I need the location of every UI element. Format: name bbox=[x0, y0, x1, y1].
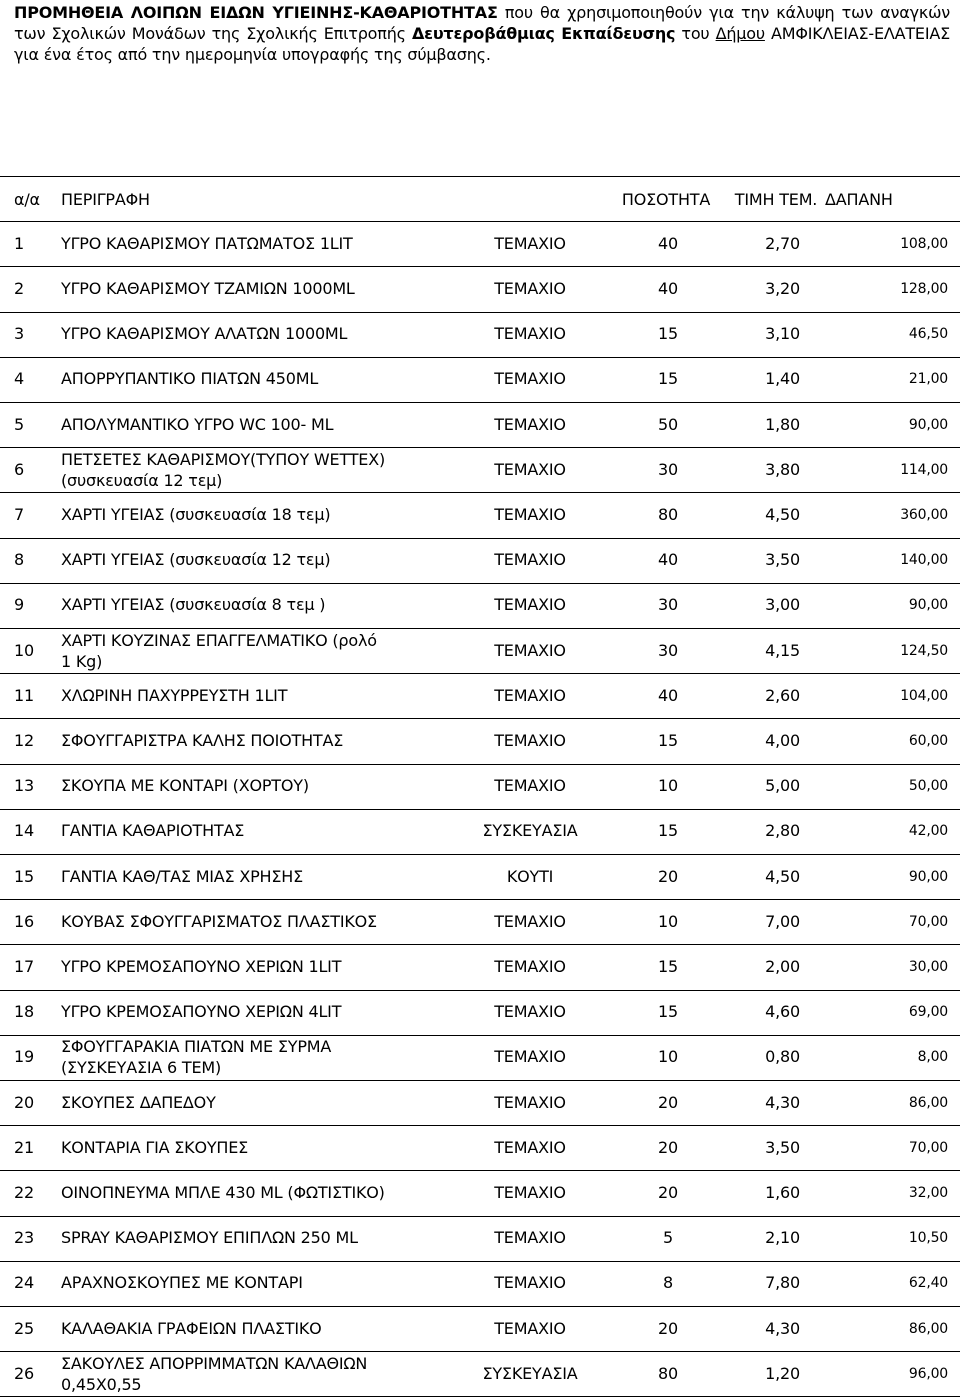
row-quantity: 8 bbox=[663, 1273, 673, 1292]
row-number: 5 bbox=[14, 415, 24, 434]
row-cost: 60,00 bbox=[908, 733, 948, 749]
row-description: ΚΟΥΒΑΣ ΣΦΟΥΓΓΑΡΙΣΜΑΤΟΣ ΠΛΑΣΤΙΚΟΣ bbox=[61, 912, 377, 931]
row-unit: ΤΕΜΑΧΙΟ bbox=[494, 415, 566, 434]
row-unit-price: 4,15 bbox=[765, 641, 800, 660]
row-quantity: 20 bbox=[658, 1183, 678, 1202]
row-unit-price: 3,50 bbox=[765, 1138, 800, 1157]
row-quantity: 10 bbox=[658, 1047, 678, 1066]
row-unit-price: 5,00 bbox=[765, 776, 800, 795]
row-unit: ΤΕΜΑΧΙΟ bbox=[494, 1138, 566, 1157]
row-divider bbox=[0, 312, 960, 313]
row-description: ΟΙΝΟΠΝΕΥΜΑ ΜΠΛΕ 430 ML (ΦΩΤΙΣΤΙΚΟ) bbox=[61, 1183, 385, 1202]
row-description: ΧΑΡΤΙ ΚΟΥΖΙΝΑΣ ΕΠΑΓΓΕΛΜΑΤΙΚΟ (ρολό 1 Kg) bbox=[61, 631, 377, 671]
row-unit: ΤΕΜΑΧΙΟ bbox=[494, 1228, 566, 1247]
row-number: 13 bbox=[14, 776, 34, 795]
row-cost: 10,50 bbox=[908, 1230, 948, 1246]
row-unit-price: 3,80 bbox=[765, 460, 800, 479]
row-quantity: 15 bbox=[658, 369, 678, 388]
row-description: ΥΓΡΟ ΚΑΘΑΡΙΣΜΟΥ ΤΖΑΜΙΩΝ 1000ML bbox=[61, 279, 355, 298]
intro-school-level: Δευτεροβάθμιας Εκπαίδευσης bbox=[411, 24, 676, 43]
row-divider bbox=[0, 538, 960, 539]
row-number: 1 bbox=[14, 234, 24, 253]
row-unit: ΣΥΣΚΕΥΑΣΙΑ bbox=[482, 1364, 578, 1383]
row-number: 23 bbox=[14, 1228, 34, 1247]
row-cost: 70,00 bbox=[908, 1140, 948, 1156]
row-divider bbox=[0, 583, 960, 584]
row-number: 14 bbox=[14, 821, 34, 840]
row-cost: 30,00 bbox=[908, 959, 948, 975]
row-unit: ΤΕΜΑΧΙΟ bbox=[494, 776, 566, 795]
row-divider bbox=[0, 447, 960, 448]
row-description: ΑΠΟΛΥΜΑΝΤΙΚΟ ΥΓΡΟ WC 100- ML bbox=[61, 415, 334, 434]
row-quantity: 30 bbox=[658, 460, 678, 479]
row-unit-price: 1,20 bbox=[765, 1364, 800, 1383]
row-quantity: 20 bbox=[658, 1319, 678, 1338]
row-number: 18 bbox=[14, 1002, 34, 1021]
row-number: 19 bbox=[14, 1047, 34, 1066]
row-unit-price: 2,10 bbox=[765, 1228, 800, 1247]
header-quantity: ΠΟΣΟΤΗΤΑ bbox=[621, 190, 711, 209]
row-cost: 70,00 bbox=[908, 914, 948, 930]
row-quantity: 15 bbox=[658, 1002, 678, 1021]
row-unit-price: 3,00 bbox=[765, 595, 800, 614]
row-quantity: 15 bbox=[658, 731, 678, 750]
intro-municipality-label: Δήμου bbox=[715, 24, 765, 43]
row-description: ΧΛΩΡΙΝΗ ΠΑΧΥΡΡΕΥΣΤΗ 1LIT bbox=[61, 686, 288, 705]
row-cost: 124,50 bbox=[900, 643, 948, 659]
row-description: ΣΦΟΥΓΓΑΡΑΚΙΑ ΠΙΑΤΩΝ ΜΕ ΣΥΡΜΑ (ΣΥΣΚΕΥΑΣΙΑ 6 ΤΕΜ) bbox=[61, 1037, 332, 1077]
row-cost: 69,00 bbox=[908, 1004, 948, 1020]
row-unit-price: 7,00 bbox=[765, 912, 800, 931]
row-quantity: 20 bbox=[658, 1138, 678, 1157]
row-quantity: 80 bbox=[658, 1364, 678, 1383]
intro-title: ΠΡΟΜΗΘΕΙΑ ΛΟΙΠΩΝ ΕΙΔΩΝ ΥΓΙΕΙΝΗΣ-ΚΑΘΑΡΙΟΤΗΤΑΣ bbox=[14, 3, 498, 22]
row-cost: 50,00 bbox=[908, 778, 948, 794]
row-cost: 46,50 bbox=[908, 326, 948, 342]
row-unit-price: 1,40 bbox=[765, 369, 800, 388]
row-number: 16 bbox=[14, 912, 34, 931]
row-unit-price: 3,20 bbox=[765, 279, 800, 298]
row-divider bbox=[0, 402, 960, 403]
row-cost: 140,00 bbox=[900, 552, 948, 568]
row-number: 22 bbox=[14, 1183, 34, 1202]
row-description: ΚΟΝΤΑΡΙΑ ΓΙΑ ΣΚΟΥΠΕΣ bbox=[61, 1138, 249, 1157]
row-divider bbox=[0, 944, 960, 945]
row-description: ΣΦΟΥΓΓΑΡΙΣΤΡΑ ΚΑΛΗΣ ΠΟΙΟΤΗΤΑΣ bbox=[61, 731, 344, 750]
row-description: ΑΠΟΡΡΥΠΑΝΤΙΚΟ ΠΙΑΤΩΝ 450ML bbox=[61, 369, 319, 388]
row-unit-price: 4,60 bbox=[765, 1002, 800, 1021]
row-quantity: 10 bbox=[658, 776, 678, 795]
row-divider bbox=[0, 854, 960, 855]
row-unit: ΤΕΜΑΧΙΟ bbox=[494, 1273, 566, 1292]
row-number: 6 bbox=[14, 460, 24, 479]
row-unit-price: 1,80 bbox=[765, 415, 800, 434]
row-quantity: 30 bbox=[658, 595, 678, 614]
row-quantity: 20 bbox=[658, 1093, 678, 1112]
row-quantity: 40 bbox=[658, 279, 678, 298]
row-description: ΧΑΡΤΙ ΥΓΕΙΑΣ (συσκευασία 12 τεμ) bbox=[61, 550, 331, 569]
row-quantity: 40 bbox=[658, 686, 678, 705]
row-cost: 104,00 bbox=[900, 688, 948, 704]
row-description: ΧΑΡΤΙ ΥΓΕΙΑΣ (συσκευασία 8 τεμ ) bbox=[61, 595, 326, 614]
row-unit: ΤΕΜΑΧΙΟ bbox=[494, 1319, 566, 1338]
row-unit: ΤΕΜΑΧΙΟ bbox=[494, 1183, 566, 1202]
row-description: ΥΓΡΟ ΚΡΕΜΟΣΑΠΟΥΝΟ ΧΕΡΙΩΝ 4LIT bbox=[61, 1002, 342, 1021]
row-number: 25 bbox=[14, 1319, 34, 1338]
row-divider bbox=[0, 1351, 960, 1352]
header-description: ΠΕΡΙΓΡΑΦΗ bbox=[61, 190, 150, 209]
row-number: 8 bbox=[14, 550, 24, 569]
row-description: ΥΓΡΟ ΚΑΘΑΡΙΣΜΟΥ ΠΑΤΩΜΑΤΟΣ 1LIT bbox=[61, 234, 353, 253]
intro-text-1: που θα χρησιμοποιηθούν για την κάλυψη των αναγκών των Σχολικών Μονάδων της Σχολικής Επιτροπής bbox=[14, 3, 951, 43]
row-description: ΠΕΤΣΕΤΕΣ ΚΑΘΑΡΙΣΜΟΥ(ΤΥΠΟΥ WETTEX)(συσκευασία 12 τεμ) bbox=[61, 450, 386, 490]
row-cost: 8,00 bbox=[917, 1049, 948, 1065]
row-number: 7 bbox=[14, 505, 24, 524]
row-unit: ΤΕΜΑΧΙΟ bbox=[494, 641, 566, 660]
row-quantity: 20 bbox=[658, 867, 678, 886]
row-unit: ΤΕΜΑΧΙΟ bbox=[494, 1093, 566, 1112]
row-unit-price: 4,30 bbox=[765, 1093, 800, 1112]
row-unit-price: 4,50 bbox=[765, 867, 800, 886]
row-unit-price: 3,10 bbox=[765, 324, 800, 343]
row-divider bbox=[0, 1396, 960, 1397]
row-unit-price: 2,80 bbox=[765, 821, 800, 840]
row-cost: 360,00 bbox=[900, 507, 948, 523]
row-unit: ΤΕΜΑΧΙΟ bbox=[494, 550, 566, 569]
row-divider bbox=[0, 266, 960, 267]
row-description: ΣΑΚΟΥΛΕΣ ΑΠΟΡΡΙΜΜΑΤΩΝ ΚΑΛΑΘΙΩΝ 0,45Χ0,55 bbox=[61, 1354, 368, 1394]
row-quantity: 50 bbox=[658, 415, 678, 434]
row-number: 15 bbox=[14, 867, 34, 886]
row-cost: 108,00 bbox=[900, 236, 948, 252]
row-description: ΧΑΡΤΙ ΥΓΕΙΑΣ (συσκευασία 18 τεμ) bbox=[61, 505, 331, 524]
header-unit-price: ΤΙΜΗ ΤΕΜ. bbox=[734, 190, 818, 209]
row-unit: ΤΕΜΑΧΙΟ bbox=[494, 279, 566, 298]
row-cost: 86,00 bbox=[908, 1321, 948, 1337]
row-divider bbox=[0, 718, 960, 719]
row-divider bbox=[0, 221, 960, 222]
row-unit-price: 0,80 bbox=[765, 1047, 800, 1066]
row-quantity: 5 bbox=[663, 1228, 673, 1247]
row-divider bbox=[0, 1170, 960, 1171]
row-cost: 114,00 bbox=[900, 462, 948, 478]
row-cost: 96,00 bbox=[908, 1366, 948, 1382]
row-cost: 21,00 bbox=[908, 371, 948, 387]
row-unit: ΤΕΜΑΧΙΟ bbox=[494, 957, 566, 976]
row-cost: 128,00 bbox=[900, 281, 948, 297]
row-unit-price: 1,60 bbox=[765, 1183, 800, 1202]
row-divider bbox=[0, 628, 960, 629]
row-unit-price: 4,00 bbox=[765, 731, 800, 750]
row-cost: 32,00 bbox=[908, 1185, 948, 1201]
row-number: 10 bbox=[14, 641, 34, 660]
row-unit: ΤΕΜΑΧΙΟ bbox=[494, 369, 566, 388]
row-number: 3 bbox=[14, 324, 24, 343]
row-number: 9 bbox=[14, 595, 24, 614]
row-divider bbox=[0, 809, 960, 810]
row-number: 21 bbox=[14, 1138, 34, 1157]
row-unit: ΤΕΜΑΧΙΟ bbox=[494, 595, 566, 614]
row-unit-price: 2,00 bbox=[765, 957, 800, 976]
row-cost: 90,00 bbox=[908, 417, 948, 433]
row-description: ΣΚΟΥΠΑ ΜΕ ΚΟΝΤΑΡΙ (ΧΟΡΤΟΥ) bbox=[61, 776, 309, 795]
row-quantity: 15 bbox=[658, 324, 678, 343]
row-unit-price: 2,60 bbox=[765, 686, 800, 705]
row-unit: ΣΥΣΚΕΥΑΣΙΑ bbox=[482, 821, 578, 840]
header-cost: ΔΑΠΑΝΗ bbox=[825, 190, 893, 209]
intro-text-3: ΑΜΦΙΚΛΕΙΑΣ-ΕΛΑΤΕΙΑΣ για ένα έτος από την ημερομηνία υπογραφής της σύμβασης. bbox=[14, 24, 951, 64]
row-cost: 90,00 bbox=[908, 597, 948, 613]
row-cost: 86,00 bbox=[908, 1095, 948, 1111]
row-divider bbox=[0, 492, 960, 493]
row-unit: ΤΕΜΑΧΙΟ bbox=[494, 731, 566, 750]
row-divider bbox=[0, 764, 960, 765]
row-divider bbox=[0, 899, 960, 900]
row-divider bbox=[0, 673, 960, 674]
row-quantity: 40 bbox=[658, 234, 678, 253]
row-unit-price: 3,50 bbox=[765, 550, 800, 569]
row-number: 11 bbox=[14, 686, 34, 705]
row-cost: 42,00 bbox=[908, 823, 948, 839]
row-unit: ΤΕΜΑΧΙΟ bbox=[494, 505, 566, 524]
row-description: ΓΑΝΤΙΑ ΚΑΘΑΡΙΟΤΗΤΑΣ bbox=[61, 821, 245, 840]
row-unit-price: 4,50 bbox=[765, 505, 800, 524]
row-quantity: 40 bbox=[658, 550, 678, 569]
row-description: ΥΓΡΟ ΚΡΕΜΟΣΑΠΟΥΝΟ ΧΕΡΙΩΝ 1LIT bbox=[61, 957, 342, 976]
row-description: ΑΡΑΧΝΟΣΚΟΥΠΕΣ ΜΕ ΚΟΝΤΑΡΙ bbox=[61, 1273, 303, 1292]
header-number: α/α bbox=[14, 190, 40, 209]
row-unit: ΤΕΜΑΧΙΟ bbox=[494, 324, 566, 343]
row-unit-price: 2,70 bbox=[765, 234, 800, 253]
row-divider bbox=[0, 357, 960, 358]
row-divider bbox=[0, 1080, 960, 1081]
row-description: ΥΓΡΟ ΚΑΘΑΡΙΣΜΟΥ ΑΛΑΤΩΝ 1000ML bbox=[61, 324, 348, 343]
row-unit: ΚΟΥΤΙ bbox=[506, 867, 554, 886]
row-number: 12 bbox=[14, 731, 34, 750]
row-description: ΣΚΟΥΠΕΣ ΔΑΠΕΔΟΥ bbox=[61, 1093, 216, 1112]
row-unit: ΤΕΜΑΧΙΟ bbox=[494, 1002, 566, 1021]
row-unit: ΤΕΜΑΧΙΟ bbox=[494, 912, 566, 931]
row-quantity: 15 bbox=[658, 957, 678, 976]
row-divider bbox=[0, 1216, 960, 1217]
row-unit: ΤΕΜΑΧΙΟ bbox=[494, 234, 566, 253]
row-unit: ΤΕΜΑΧΙΟ bbox=[494, 686, 566, 705]
row-description: ΚΑΛΑΘΑΚΙΑ ΓΡΑΦΕΙΩΝ ΠΛΑΣΤΙΚΟ bbox=[61, 1319, 322, 1338]
row-divider bbox=[0, 1306, 960, 1307]
row-number: 24 bbox=[14, 1273, 34, 1292]
row-quantity: 10 bbox=[658, 912, 678, 931]
intro-text-2: του bbox=[675, 24, 716, 43]
row-unit: ΤΕΜΑΧΙΟ bbox=[494, 460, 566, 479]
row-cost: 62,40 bbox=[908, 1275, 948, 1291]
row-number: 20 bbox=[14, 1093, 34, 1112]
row-divider bbox=[0, 176, 960, 177]
row-divider bbox=[0, 990, 960, 991]
row-unit-price: 7,80 bbox=[765, 1273, 800, 1292]
row-number: 17 bbox=[14, 957, 34, 976]
row-divider bbox=[0, 1261, 960, 1262]
row-number: 26 bbox=[14, 1364, 34, 1383]
row-quantity: 30 bbox=[658, 641, 678, 660]
row-quantity: 80 bbox=[658, 505, 678, 524]
row-number: 4 bbox=[14, 369, 24, 388]
row-unit-price: 4,30 bbox=[765, 1319, 800, 1338]
row-number: 2 bbox=[14, 279, 24, 298]
row-description: SPRAY ΚΑΘΑΡΙΣΜΟΥ ΕΠΙΠΛΩΝ 250 ML bbox=[61, 1228, 358, 1247]
row-unit: ΤΕΜΑΧΙΟ bbox=[494, 1047, 566, 1066]
row-divider bbox=[0, 1125, 960, 1126]
row-quantity: 15 bbox=[658, 821, 678, 840]
row-description: ΓΑΝΤΙΑ ΚΑΘ/ΤΑΣ ΜΙΑΣ ΧΡΗΣΗΣ bbox=[61, 867, 304, 886]
row-cost: 90,00 bbox=[908, 869, 948, 885]
